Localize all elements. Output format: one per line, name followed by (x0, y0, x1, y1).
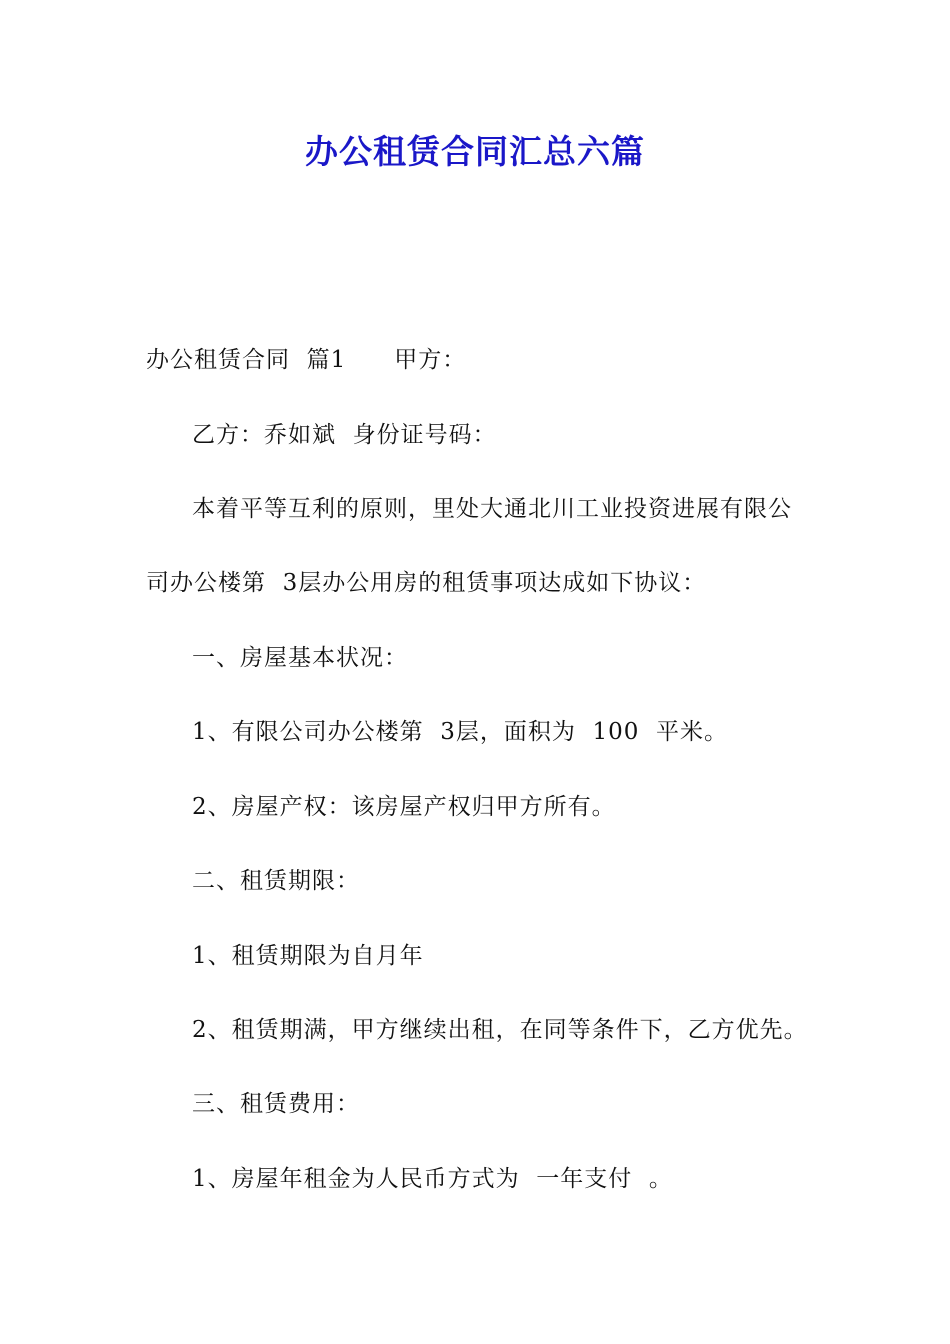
document-title: 办公租赁合同汇总六篇 (305, 132, 645, 171)
clause-line: 1、租赁期限为自月年 (192, 943, 424, 969)
paragraph-line: 本着平等互利的原则，里处大通北川工业投资进展有限公 (192, 496, 792, 522)
paragraph-line: 司办公楼第 3层办公用房的租赁事项达成如下协议： (146, 570, 707, 596)
party-b-line: 乙方：乔如斌 身份证号码： (192, 422, 497, 448)
contract-heading: 办公租赁合同 篇1 (146, 347, 347, 373)
clause-line: 2、租赁期满，甲方继续出租，在同等条件下，乙方优先。 (192, 1017, 808, 1043)
section-heading: 三、租赁费用： (192, 1091, 360, 1117)
contract-heading-line (146, 344, 466, 376)
clause-line: 1、房屋年租金为人民币方式为 一年支付 。 (192, 1166, 673, 1192)
clause-line: 1、有限公司办公楼第 3层，面积为 100 平米。 (192, 719, 729, 745)
section-heading: 二、租赁期限： (192, 868, 360, 894)
clause-line: 2、房屋产权：该房屋产权归甲方所有。 (192, 794, 616, 820)
party-a-label: 甲方： (394, 347, 467, 373)
section-heading: 一、房屋基本状况： (192, 645, 408, 671)
